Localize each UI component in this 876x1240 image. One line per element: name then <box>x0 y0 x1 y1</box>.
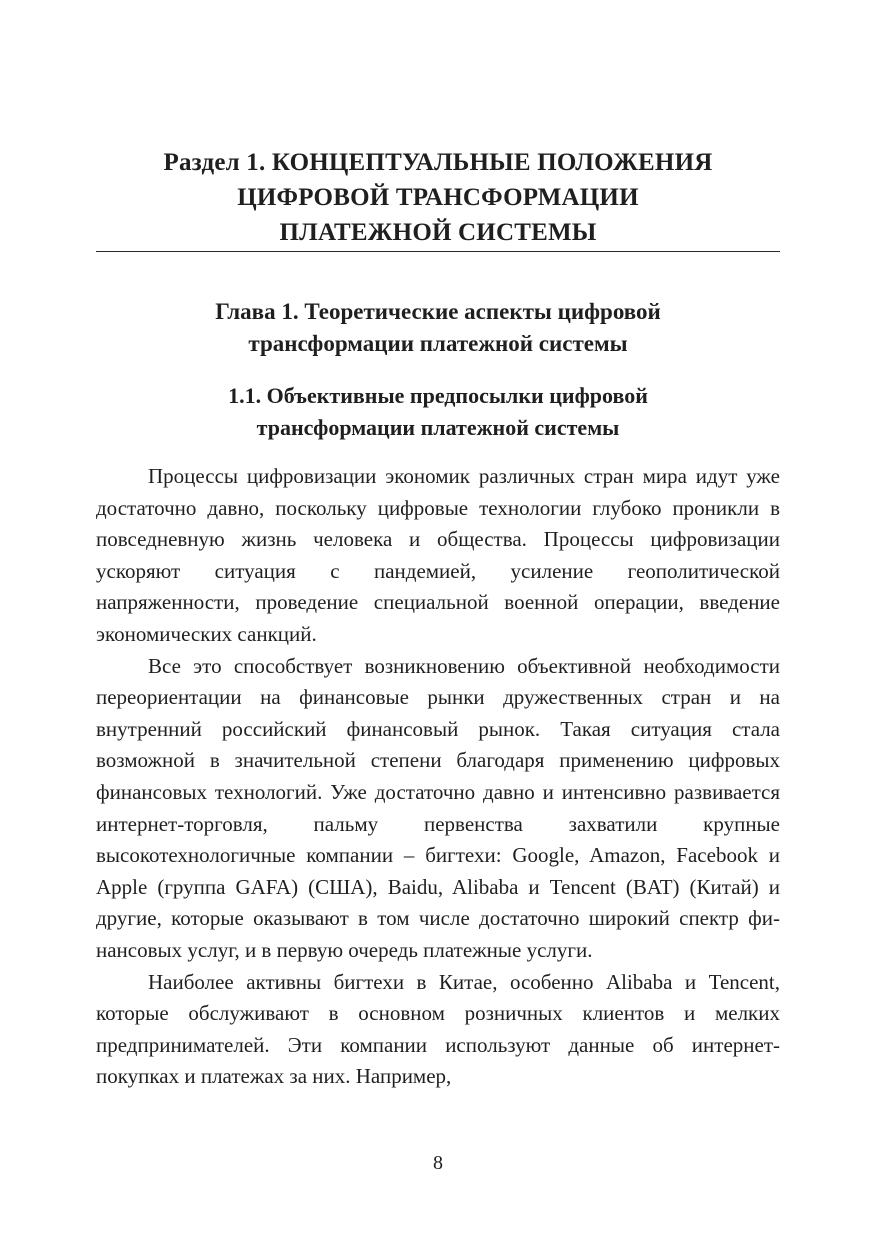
chapter-title-line: трансформации платежной системы <box>248 331 628 356</box>
body-text <box>96 461 780 1093</box>
page-number: 8 <box>433 1152 443 1174</box>
subsection-title-line: трансформации платежной системы <box>256 415 620 440</box>
paragraph: Все это способствует возникновению объективной необходимости переориентации на финансовые рынки дружественных стран и на внутренний российский финансовый рынок. Такая ситуация стала возможной в значительной степени благодаря применению цифровых финансовых технологий. Уже достаточно давно и интенсивно развивается интернет-торговля, пальму первенства захватили крупные высокотехнологичные компании – бигтехи: Google, Amazon, Facebook и Apple (группа GAFA) (США), Baidu, Alibaba и Tencent (BAT) (Китай) и другие, которые оказывают в том числе достаточно широкий спектр финансовых услуг, и в первую очередь платежные услуги. <box>96 653 780 962</box>
subsection-title-line: 1.1. Объективные предпосылки цифровой <box>228 383 648 408</box>
section-title-line: ПЛАТЕЖНОЙ СИСТЕМЫ <box>279 219 597 246</box>
section-title <box>96 145 780 250</box>
chapter-title-line: Глава 1. Теоретические аспекты цифровой <box>215 299 661 324</box>
section-divider <box>96 251 780 252</box>
chapter-title <box>96 296 780 360</box>
paragraph: Процессы цифровизации экономик различных стран мира идут уже достаточно давно, поскольку цифровые технологии глубоко проникли в повседневную жизнь человека и общества. Процессы цифровизации ускоряют ситуация с пандемией, усиление геополитической напряженности, проведение специальной военной операции, введение экономических санкций. <box>96 464 780 646</box>
subsection-title <box>96 380 780 444</box>
section-title-line: Раздел 1. КОНЦЕПТУАЛЬНЫЕ ПОЛОЖЕНИЯ <box>163 149 713 176</box>
paragraph: Наиболее активны бигтехи в Китае, особенно Alibaba и Tencent, которые обслуживают в основном розничных клиентов и мелких предпринимателей. Эти компании используют данные об интернет-покупках и платежах за них. Например, <box>96 969 780 1089</box>
section-title-line: ЦИФРОВОЙ ТРАНСФОРМАЦИИ <box>237 184 639 211</box>
